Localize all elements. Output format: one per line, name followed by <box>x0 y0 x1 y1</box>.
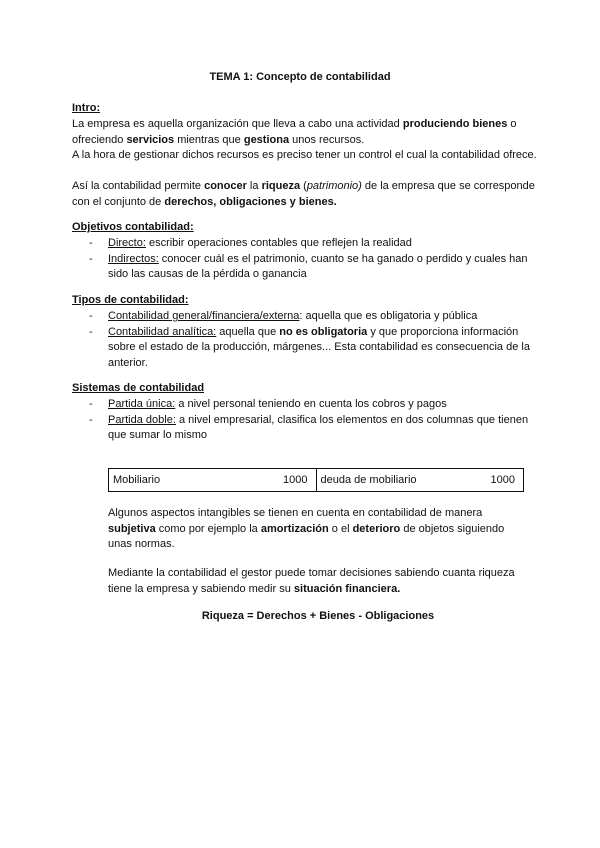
riqueza-formula: Riqueza = Derechos + Bienes - Obligaciones <box>201 610 435 622</box>
intangibles-paragraph: Algunos aspectos intangibles se tienen en cuenta en contabilidad de manera subjetiva como por ejemplo la amortización o el deterioro de objetos siguiendo unas normas. <box>108 507 505 550</box>
cell-value: 1000 <box>490 474 515 486</box>
tipos-list <box>72 309 532 371</box>
sistemas-heading: Sistemas de contabilidad <box>72 382 205 394</box>
cell-value: 1000 <box>283 474 308 486</box>
page-title: TEMA 1: Concepto de contabilidad <box>209 71 391 83</box>
objetivos-list <box>72 236 532 283</box>
partida-doble-table <box>108 468 524 492</box>
list-item: - Directo: escribir operaciones contables que reflejen la realidad <box>89 237 412 249</box>
list-item: - Contabilidad analítica: aquella que no es obligatoria y que proporciona información sobre el estado de la producción, márgenes... Esta contabilidad es consecuencia de la anterior. <box>89 325 530 369</box>
intro-paragraph-2: A la hora de gestionar dichos recursos es preciso tener un control el cual la contabilidad ofrece. <box>72 149 537 161</box>
intro-heading: Intro: <box>72 102 101 114</box>
table-cell-left <box>109 469 316 491</box>
list-item: - Partida doble: a nivel empresarial, clasifica los elementos en dos columnas que tienen que sumar lo mismo <box>89 413 529 441</box>
table-cell-right <box>316 469 524 491</box>
sistemas-list <box>72 397 532 444</box>
list-item: - Contabilidad general/financiera/externa: aquella que es obligatoria y pública <box>89 310 478 322</box>
list-item: - Indirectos: conocer cuál es el patrimonio, cuanto se ha ganado o perdido y cuales han sido las causas de la pérdida o ganancia <box>89 252 528 280</box>
list-item: - Partida única: a nivel personal teniendo en cuenta los cobros y pagos <box>89 398 447 410</box>
cell-label: Mobiliario <box>113 474 161 486</box>
intro-paragraph-3: Así la contabilidad permite conocer la riqueza (patrimonio) de la empresa que se corresponde con el conjunto de derechos, obligaciones y bienes. <box>72 180 535 208</box>
intro-paragraph-1: La empresa es aquella organización que lleva a cabo una actividad produciendo bienes o ofreciendo servicios mientras que gestiona unos recursos. <box>72 118 517 146</box>
cell-label: deuda de mobiliario <box>320 474 417 486</box>
gestor-paragraph: Mediante la contabilidad el gestor puede tomar decisiones sabiendo cuanta riqueza tiene la empresa y sabiendo medir su situación financiera. <box>108 567 515 595</box>
tipos-heading: Tipos de contabilidad: <box>72 294 189 306</box>
objetivos-heading: Objetivos contabilidad: <box>72 221 194 233</box>
